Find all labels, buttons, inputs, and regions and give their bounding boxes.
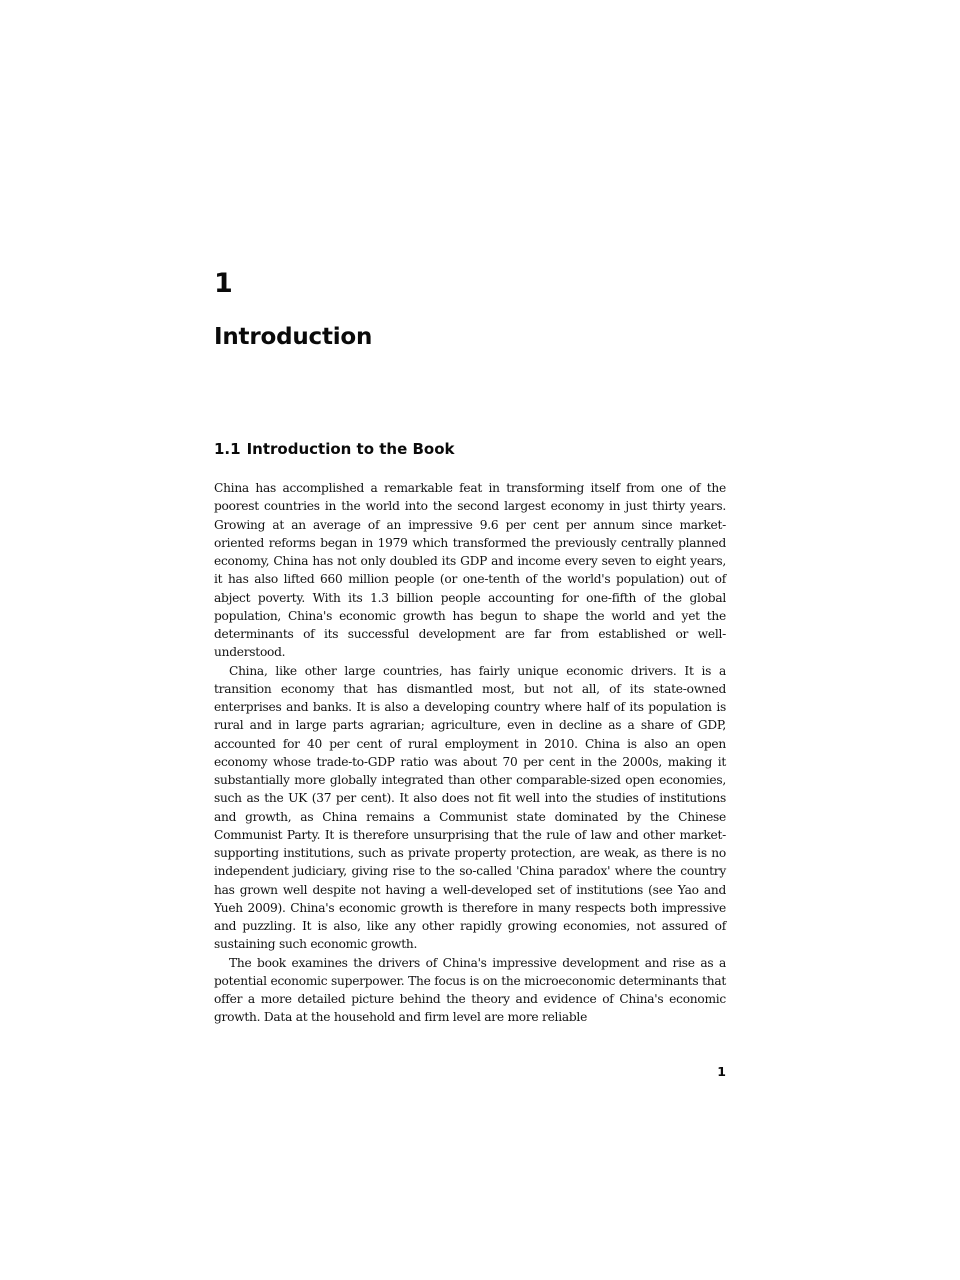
section-number: 1.1 — [214, 440, 241, 458]
section-heading — [214, 437, 455, 461]
paragraph-2: China, like other large countries, has fairly unique economic drivers. It is a transition economy that has dismantled most, but not all, of its state-owned enterprises and banks. It is also a developing country where half of its population is rural and in large parts agrarian; agriculture, even in decline as a share of GDP, accounted for 40 per cent of rural employment in 2010. China is also an open economy whose trade-to-GDP ratio was about 70 per cent in the 2000s, making it substantially more globally integrated than other comparable-sized open economies, such as the UK (37 per cent). It also does not fit well into the studies of institutions and growth, as China remains a Communist state dominated by the Chinese Communist Party. It is therefore unsurprising that the rule of law and other market-supporting institutions, such as private property protection, are weak, as there is no independent judiciary, giving rise to the so-called 'China paradox' where the country has grown well despite not having a well-developed set of institutions (see Yao and Yueh 2009). China's economic growth is therefore in many respects both impressive and puzzling. It is also, like any other rapidly growing economies, not assured of sustaining such economic growth. — [214, 663, 726, 952]
paragraph-3: The book examines the drivers of China's impressive development and rise as a potential economic superpower. The focus is on the microeconomic determinants that offer a more detailed picture behind the theory and evidence of China's economic growth. Data at the household and firm level are more reliable — [214, 955, 726, 1025]
section-title: Introduction to the Book — [246, 440, 455, 458]
chapter-number: 1 — [214, 268, 233, 299]
chapter-title: Introduction — [214, 324, 373, 350]
body-text — [214, 479, 726, 1027]
page-number: 1 — [717, 1064, 726, 1079]
paragraph-1: China has accomplished a remarkable feat in transforming itself from one of the poorest countries in the world into the second largest economy in just thirty years. Growing at an average of an impressive 9.6 per cent per annum since market-oriented reforms began in 1979 which transformed the previously centrally planned economy, China has not only doubled its GDP and income every seven to eight years, it has also lifted 660 million people (or one-tenth of the world's population) out of abject poverty. With its 1.3 billion people accounting for one-fifth of the global population, China's economic growth has begun to shape the world and yet the determinants of its successful development are far from established or well-understood. — [214, 481, 726, 660]
